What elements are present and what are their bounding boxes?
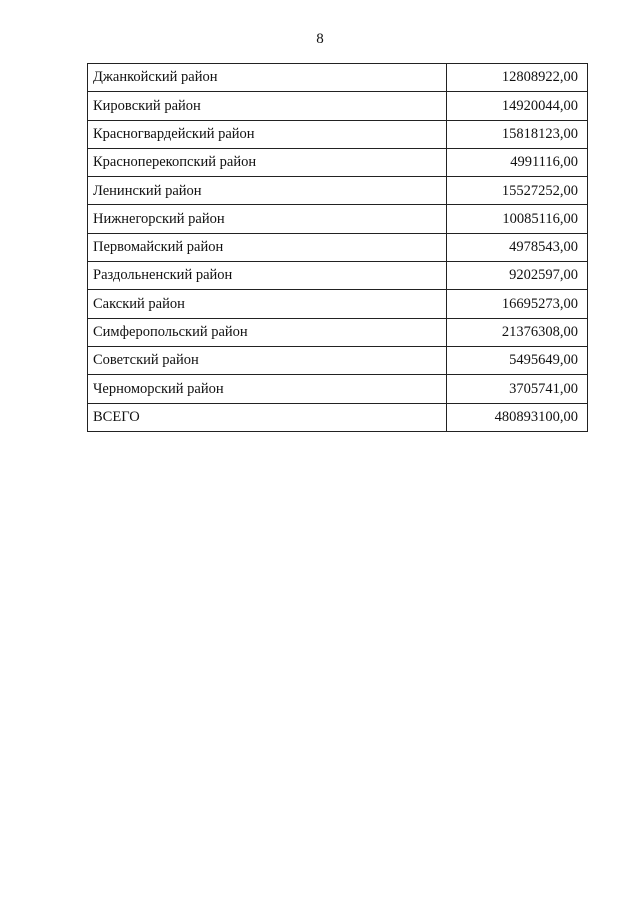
district-name-cell: Черноморский район [88, 375, 447, 403]
table-row [88, 233, 588, 261]
district-name-cell: Симферопольский район [88, 318, 447, 346]
table-row [88, 262, 588, 290]
district-name-cell: Джанкойский район [88, 64, 447, 92]
district-name-cell: Советский район [88, 346, 447, 374]
table-row [88, 92, 588, 120]
amount-cell: 12808922,00 [447, 64, 588, 92]
table-row [88, 346, 588, 374]
amount-cell: 15818123,00 [447, 120, 588, 148]
total-label-cell: ВСЕГО [88, 403, 447, 431]
district-name-cell: Нижнегорский район [88, 205, 447, 233]
table-row [88, 64, 588, 92]
table-row [88, 120, 588, 148]
total-amount-cell: 480893100,00 [447, 403, 588, 431]
budget-table [87, 63, 588, 432]
table-row [88, 375, 588, 403]
district-name-cell: Раздольненский район [88, 262, 447, 290]
total-row [88, 403, 588, 431]
amount-cell: 10085116,00 [447, 205, 588, 233]
amount-cell: 9202597,00 [447, 262, 588, 290]
district-name-cell: Красноперекопский район [88, 148, 447, 176]
table-row [88, 177, 588, 205]
amount-cell: 21376308,00 [447, 318, 588, 346]
amount-cell: 16695273,00 [447, 290, 588, 318]
table-row [88, 205, 588, 233]
district-name-cell: Красногвардейский район [88, 120, 447, 148]
district-name-cell: Кировский район [88, 92, 447, 120]
district-name-cell: Первомайский район [88, 233, 447, 261]
amount-cell: 3705741,00 [447, 375, 588, 403]
page-number: 8 [316, 31, 324, 47]
table-row [88, 148, 588, 176]
amount-cell: 15527252,00 [447, 177, 588, 205]
amount-cell: 14920044,00 [447, 92, 588, 120]
table-row [88, 318, 588, 346]
table-row [88, 290, 588, 318]
table-body [88, 64, 588, 432]
district-name-cell: Сакский район [88, 290, 447, 318]
district-name-cell: Ленинский район [88, 177, 447, 205]
amount-cell: 5495649,00 [447, 346, 588, 374]
amount-cell: 4978543,00 [447, 233, 588, 261]
amount-cell: 4991116,00 [447, 148, 588, 176]
